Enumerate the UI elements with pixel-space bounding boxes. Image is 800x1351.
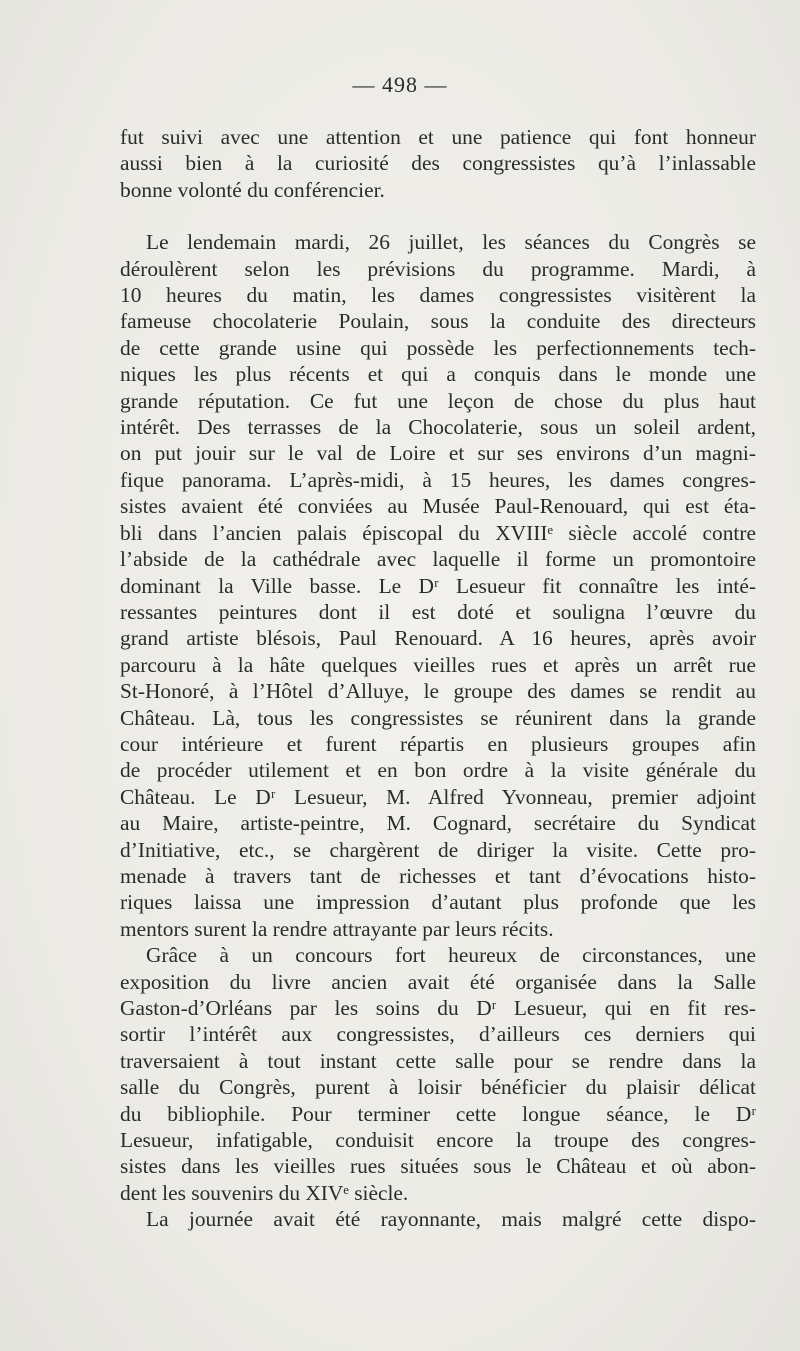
text-line: Gaston-d’Orléans par les soins du Dʳ Lesueur, qui en fit res- [120, 996, 756, 1020]
text-line: menade à travers tant de richesses et tant d’évocations histo- [120, 863, 756, 888]
text-line: exposition du livre ancien avait été organisée dans la Salle [120, 969, 756, 994]
paragraph [120, 942, 756, 1206]
text-line: dent les souvenirs du XIVᵉ siècle. [120, 1180, 409, 1205]
text-line: d’Initiative, etc., se chargèrent de diriger la visite. Cette pro- [120, 837, 756, 862]
text-line: du bibliophile. Pour terminer cette longue séance, le Dʳ [120, 1101, 756, 1126]
paragraph [120, 229, 756, 942]
text-line: cour intérieure et furent répartis en plusieurs groupes afin [120, 731, 756, 756]
text-line: riques laissa une impression d’autant plus profonde que les [120, 890, 756, 915]
text-line: sistes avaient été conviées au Musée Paul-Renouard, qui est éta- [120, 494, 756, 519]
text-line: Le lendemain mardi, 26 juillet, les séances du Congrès se [146, 230, 756, 255]
text-line: on put jouir sur le val de Loire et sur ses environs d’un magni- [120, 441, 756, 466]
page-number: — 498 — [352, 72, 448, 97]
text-line: fique panorama. L’après-midi, à 15 heures, les dames congres- [120, 467, 756, 492]
text-line: au Maire, artiste-peintre, M. Cognard, secrétaire du Syndicat [120, 811, 756, 836]
text-line: parcouru à la hâte quelques vieilles rues et après un arrêt rue [120, 652, 756, 677]
text-line: traversaient à tout instant cette salle pour se rendre dans la [120, 1048, 756, 1073]
paragraph-gap [120, 203, 756, 229]
text-line: niques les plus récents et qui a conquis dans le monde une [120, 362, 756, 387]
text-line: Château. Le Dʳ Lesueur, M. Alfred Yvonneau, premier adjoint [120, 784, 756, 809]
text-line: salle du Congrès, purent à loisir bénéficier du plaisir délicat [120, 1075, 756, 1100]
text-line: Château. Là, tous les congressistes se réunirent dans la grande [120, 705, 756, 730]
text-line: fut suivi avec une attention et une patience qui font honneur [120, 125, 756, 149]
text-line: Grâce à un concours fort heureux de circonstances, une [146, 943, 756, 968]
text-line: sortir l’intérêt aux congressistes, d’ailleurs ces derniers qui [120, 1022, 756, 1047]
text-line: intérêt. Des terrasses de la Chocolaterie, sous un soleil ardent, [120, 415, 756, 440]
text-line: l’abside de la cathédrale avec laquelle il forme un promontoire [120, 547, 756, 572]
text-line: de procéder utilement et en bon ordre à la visite générale du [120, 758, 756, 783]
paragraph [120, 124, 756, 203]
text-line: mentors surent la rendre attrayante par leurs récits. [120, 916, 554, 941]
text-line: fameuse chocolaterie Poulain, sous la conduite des directeurs [120, 309, 756, 334]
text-line: bli dans l’ancien palais épiscopal du XVIIIᵉ siècle accolé contre [120, 520, 756, 545]
text-line: ressantes peintures dont il est doté et souligna l’œuvre du [120, 599, 756, 624]
text-line: aussi bien à la curiosité des congressistes qu’à l’inlassable [120, 151, 756, 176]
text-line: déroulèrent selon les prévisions du programme. Mardi, à [120, 256, 756, 281]
text-line: de cette grande usine qui possède les perfectionnements tech- [120, 335, 756, 360]
text-line: bonne volonté du conférencier. [120, 177, 385, 202]
text-line: grande réputation. Ce fut une leçon de chose du plus haut [120, 388, 756, 413]
text-line: grand artiste blésois, Paul Renouard. A 16 heures, après avoir [120, 626, 756, 651]
text-line: sistes dans les vieilles rues situées sous le Château et où abon- [120, 1154, 756, 1179]
paragraph [120, 1206, 756, 1232]
text-line: dominant la Ville basse. Le Dʳ Lesueur fit connaître les inté- [120, 573, 756, 598]
body-text [120, 124, 756, 1233]
text-line: La journée avait été rayonnante, mais malgré cette dispo- [146, 1207, 756, 1232]
text-line: Lesueur, infatigable, conduisit encore la troupe des congres- [120, 1128, 756, 1153]
text-line: St-Honoré, à l’Hôtel d’Alluye, le groupe des dames se rendit au [120, 679, 756, 704]
text-line: 10 heures du matin, les dames congressistes visitèrent la [120, 283, 756, 308]
